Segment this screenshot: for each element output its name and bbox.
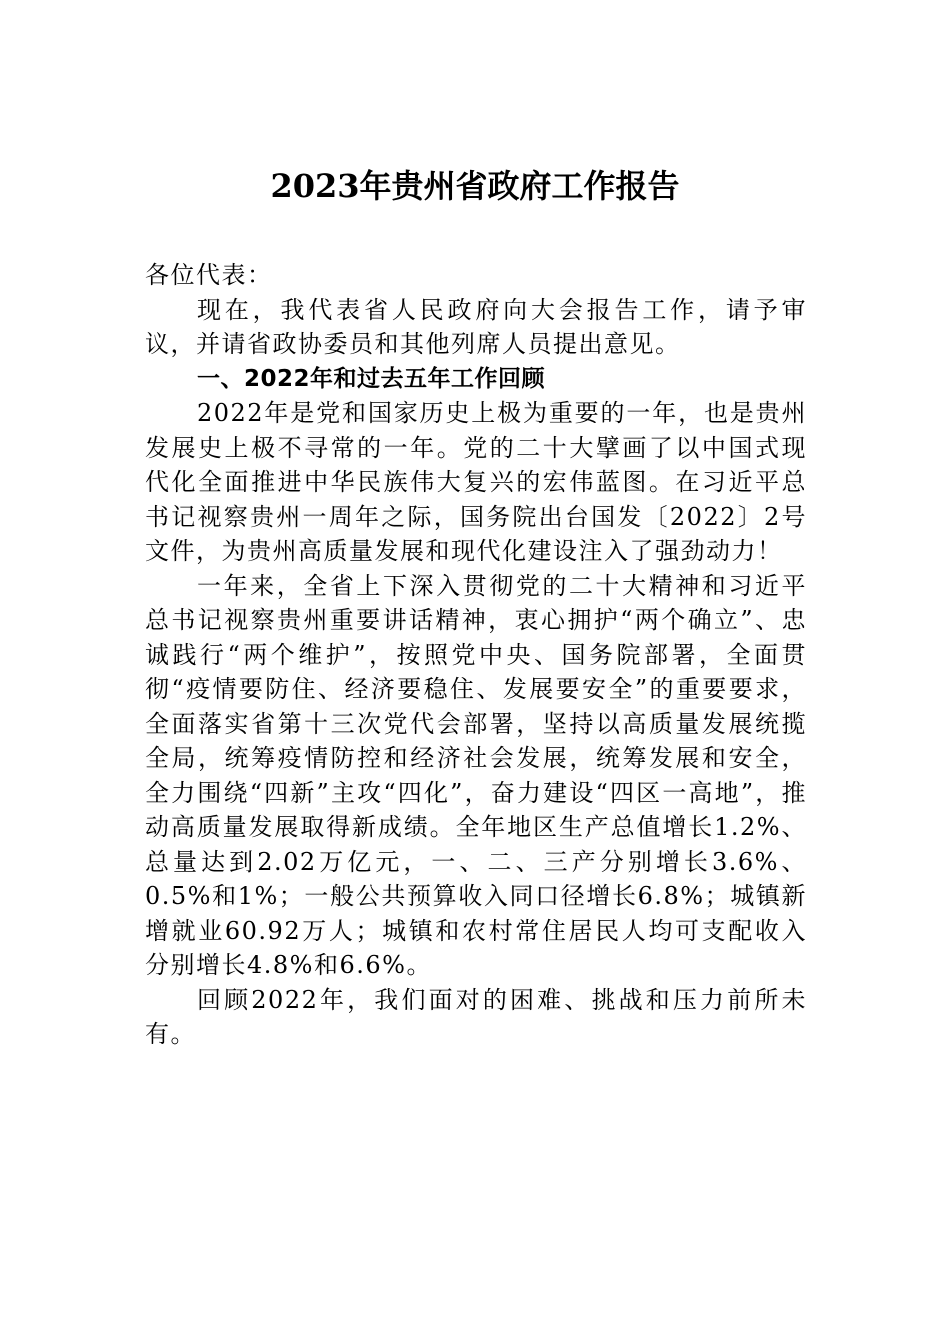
section-heading: 一、2022年和过去五年工作回顾 [197,365,546,392]
document-title: 2023年贵州省政府工作报告 [270,167,680,205]
paragraph-challenges: 回顾2022年，我们面对的困难、挑战和压力前所未有。 [145,985,807,1048]
paragraph-2022-overview: 2022年是党和国家历史上极为重要的一年，也是贵州发展史上极不寻常的一年。党的二十大擘画了以中国式现代化全面推进中华民族伟大复兴的宏伟蓝图。在习近平总书记视察贵州一周年之际，国务院出台国发〔2022〕2号文件，为贵州高质量发展和现代化建设注入了强劲动力！ [145,399,807,565]
salutation: 各位代表： [145,261,273,289]
document-body [145,258,807,1052]
paragraph-intro: 现在，我代表省人民政府向大会报告工作，请予审议，并请省政协委员和其他列席人员提出意见。 [145,295,807,358]
paragraph-year-review: 一年来，全省上下深入贯彻党的二十大精神和习近平总书记视察贵州重要讲话精神，衷心拥护“两个确立”、忠诚践行“两个维护”，按照党中央、国务院部署，全面贯彻“疫情要防住、经济要稳住、发展要安全”的重要要求，全面落实省第十三次党代会部署，坚持以高质量发展统揽全局，统筹疫情防控和经济社会发展，统筹发展和安全，全力围绕“四新”主攻“四化”，奋力建设“四区一高地”，推动高质量发展取得新成绩。全年地区生产总值增长1.2%、总量达到2.02万亿元，一、二、三产分别增长3.6%、0.5%和1%；一般公共预算收入同口径增长6.8%；城镇新增就业60.92万人；城镇和农村常住居民人均可支配收入分别增长4.8%和6.6%。 [145,571,807,979]
